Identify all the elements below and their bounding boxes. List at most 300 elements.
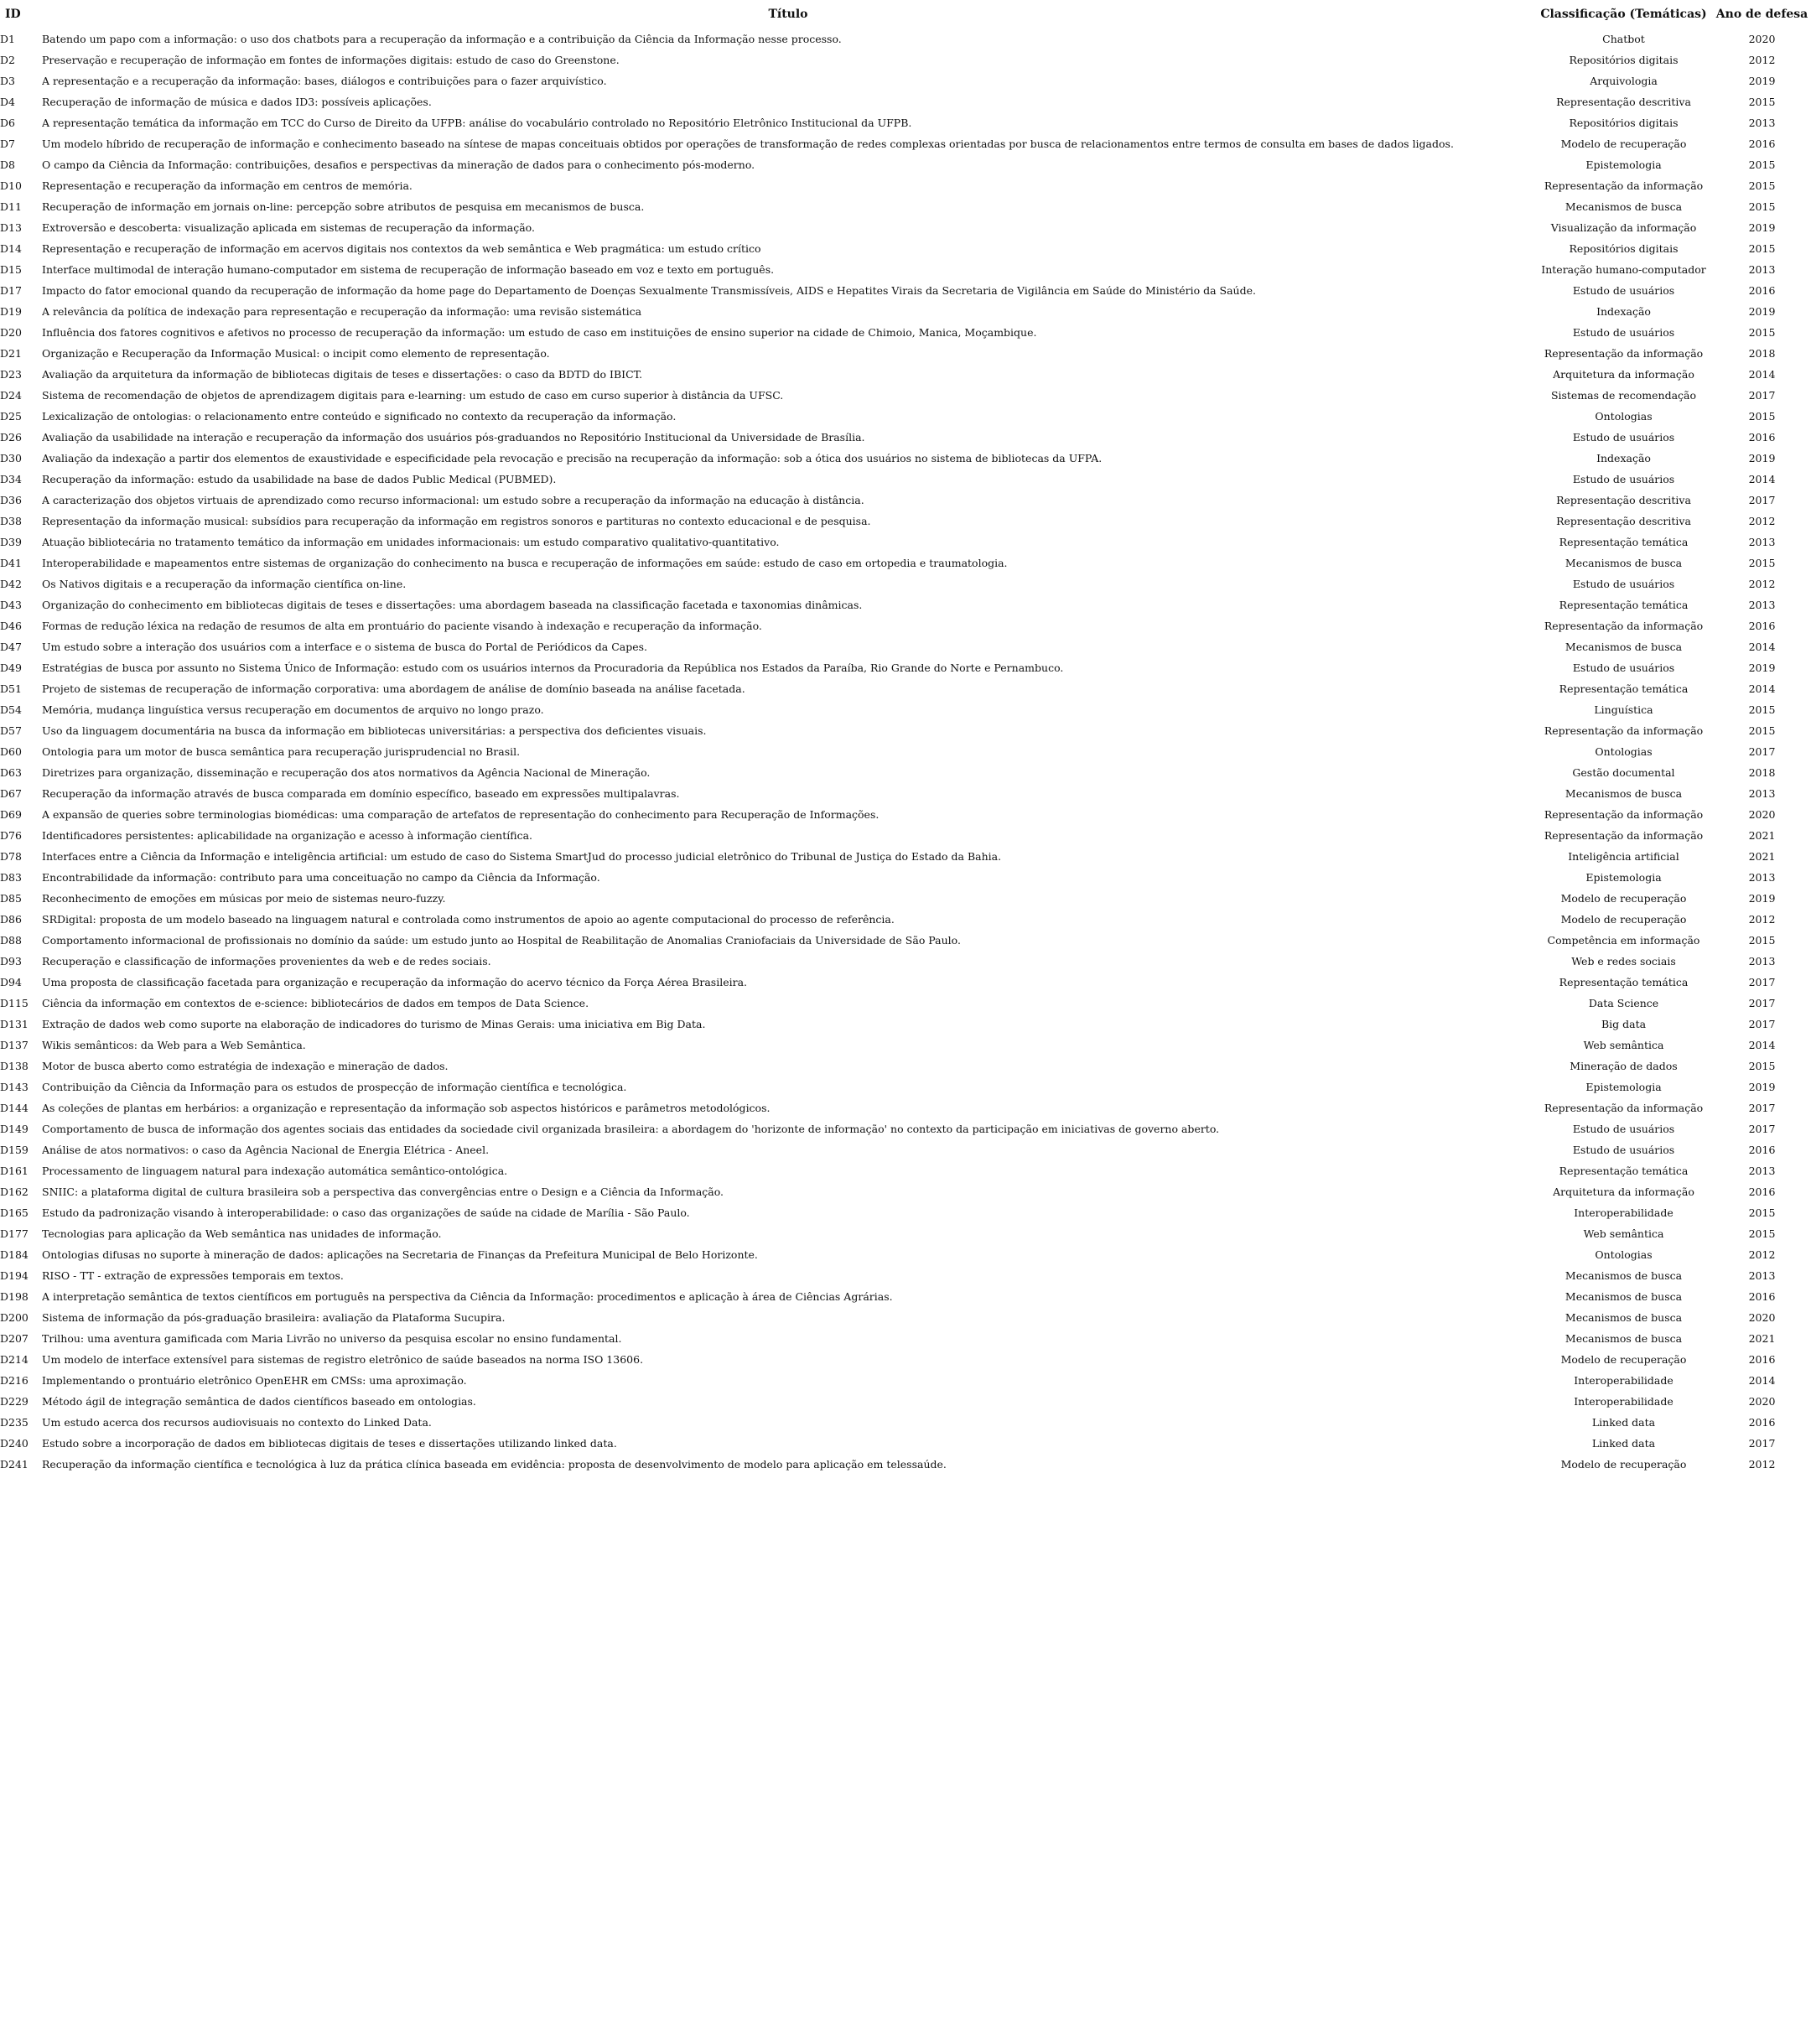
cell-id: D177 xyxy=(0,1227,29,1240)
cell-id: D241 xyxy=(0,1458,29,1471)
cell-title: Ontologias difusas no suporte à mineração de dados: aplicações na Secretaria de Finanças da Prefeitura Municipal de Belo Horizonte. xyxy=(42,1248,758,1261)
cell-title: Recuperação da informação científica e tecnológica à luz da prática clínica baseada em evidência: proposta de desenvolvimento de modelo para aplicação em telessaúde. xyxy=(42,1458,947,1471)
cell-title: Identificadores persistentes: aplicabilidade na organização e acesso à informação científica. xyxy=(42,829,533,842)
cell-title: Recuperação e classificação de informações provenientes da web e de redes sociais. xyxy=(42,955,491,968)
cell-id: D20 xyxy=(0,326,22,339)
cell-title: Projeto de sistemas de recuperação de informação corporativa: uma abordagem de análise de domínio baseada na análise facetada. xyxy=(42,682,745,695)
cell-year: 2015 xyxy=(1748,1206,1776,1219)
cell-id: D25 xyxy=(0,410,22,423)
cell-year: 2013 xyxy=(1748,536,1776,548)
cell-title: Contribuição da Ciência da Informação para os estudos de prospecção de informação científica e tecnológica. xyxy=(42,1081,627,1093)
table-row xyxy=(0,532,1811,553)
cell-title: Ontologia para um motor de busca semântica para recuperação jurisprudencial no Brasil. xyxy=(42,745,521,758)
cell-title: Interface multimodal de interação humano-computador em sistema de recuperação de informação baseado em voz e texto em português. xyxy=(42,263,775,276)
cell-id: D24 xyxy=(0,389,22,402)
cell-id: D46 xyxy=(0,620,22,632)
cell-classification: Mineração de dados xyxy=(1570,1060,1678,1072)
cell-id: D54 xyxy=(0,703,22,716)
cell-classification: Arquitetura da informação xyxy=(1553,1185,1694,1198)
cell-title: RISO - TT - extração de expressões temporais em textos. xyxy=(42,1269,344,1282)
cell-title: Preservação e recuperação de informação em fontes de informações digitais: estudo de caso do Greenstone. xyxy=(42,54,620,66)
cell-title: A representação temática da informação em TCC do Curso de Direito da UFPB: análise do vocabulário controlado no Repositório Eletrônico Institucional da UFPB. xyxy=(42,117,912,129)
cell-year: 2016 xyxy=(1748,137,1776,150)
cell-title: A expansão de queries sobre terminologias biomédicas: uma comparação de artefatos de representação do conhecimento para Recuperação de Informações. xyxy=(42,808,880,821)
cell-classification: Mecanismos de busca xyxy=(1565,1269,1683,1282)
table-header-row xyxy=(0,0,1811,29)
cell-year: 2017 xyxy=(1748,745,1776,758)
table-row xyxy=(0,951,1811,972)
cell-classification: Representação da informação xyxy=(1544,1102,1704,1114)
table-row xyxy=(0,29,1811,49)
cell-year: 2013 xyxy=(1748,871,1776,884)
cell-year: 2015 xyxy=(1748,1060,1776,1072)
cell-classification: Estudo de usuários xyxy=(1572,284,1675,297)
cell-year: 2015 xyxy=(1748,179,1776,192)
cell-classification: Estudo de usuários xyxy=(1572,326,1675,339)
cell-title: Comportamento de busca de informação dos agentes sociais das entidades da sociedade civil organizada brasileira: a abordagem do 'horizonte de informação' no contexto da participação em iniciativas de governo aberto. xyxy=(42,1123,1220,1135)
cell-id: D1 xyxy=(0,33,15,45)
cell-classification: Repositórios digitais xyxy=(1569,242,1679,255)
cell-classification: Modelo de recuperação xyxy=(1560,892,1687,905)
cell-title: Ciência da informação em contextos de e-science: bibliotecários de dados em tempos de Data Science. xyxy=(42,997,589,1009)
table-row xyxy=(0,930,1811,951)
cell-classification: Interação humano-computador xyxy=(1541,263,1706,276)
cell-title: Interoperabilidade e mapeamentos entre sistemas de organização do conhecimento na busca e recuperação de informações em saúde: estudo de caso em ortopedia e traumatologia. xyxy=(42,557,1008,569)
cell-title: Uso da linguagem documentária na busca da informação em bibliotecas universitárias: a perspectiva dos deficientes visuais. xyxy=(42,724,707,737)
table-row xyxy=(0,699,1811,720)
cell-classification: Competência em informação xyxy=(1547,934,1700,947)
cell-classification: Interoperabilidade xyxy=(1574,1395,1673,1408)
cell-year: 2021 xyxy=(1748,850,1776,863)
cell-year: 2019 xyxy=(1748,892,1776,905)
cell-classification: Representação temática xyxy=(1559,599,1689,611)
cell-year: 2020 xyxy=(1748,33,1776,45)
cell-year: 2017 xyxy=(1748,1102,1776,1114)
cell-title: Implementando o prontuário eletrônico OpenEHR em CMSs: uma aproximação. xyxy=(42,1374,467,1387)
cell-title: Diretrizes para organização, disseminação e recuperação dos atos normativos da Agência Nacional de Mineração. xyxy=(42,766,651,779)
cell-year: 2015 xyxy=(1748,703,1776,716)
cell-classification: Representação temática xyxy=(1559,536,1689,548)
cell-title: Sistema de informação da pós-graduação brasileira: avaliação da Plataforma Sucupira. xyxy=(42,1311,506,1324)
cell-title: Recuperação da informação: estudo da usabilidade na base de dados Public Medical (PUBMED). xyxy=(42,473,557,485)
cell-title: A relevância da política de indexação para representação e recuperação da informação: uma revisão sistemática xyxy=(42,305,642,318)
table-row xyxy=(0,49,1811,70)
cell-classification: Arquivologia xyxy=(1590,75,1658,87)
cell-id: D198 xyxy=(0,1290,29,1303)
cell-title: Encontrabilidade da informação: contributo para uma conceituação no campo da Ciência da Informação. xyxy=(42,871,600,884)
cell-classification: Indexação xyxy=(1596,452,1651,464)
cell-year: 2019 xyxy=(1748,452,1776,464)
table-row xyxy=(0,1035,1811,1056)
cell-year: 2017 xyxy=(1748,997,1776,1009)
cell-year: 2019 xyxy=(1748,305,1776,318)
cell-year: 2015 xyxy=(1748,1227,1776,1240)
cell-year: 2016 xyxy=(1748,1416,1776,1429)
cell-id: D7 xyxy=(0,137,15,150)
cell-title: As coleções de plantas em herbários: a organização e representação da informação sob aspectos históricos e parâmetros metodológicos. xyxy=(42,1102,771,1114)
cell-year: 2015 xyxy=(1748,96,1776,108)
cell-id: D115 xyxy=(0,997,29,1009)
cell-year: 2015 xyxy=(1748,724,1776,737)
cell-classification: Mecanismos de busca xyxy=(1565,641,1683,653)
table-row xyxy=(0,343,1811,364)
cell-year: 2019 xyxy=(1748,75,1776,87)
table-row xyxy=(0,448,1811,469)
cell-title: Trilhou: uma aventura gamificada com Maria Livrão no universo da pesquisa escolar no ensino fundamental. xyxy=(42,1332,622,1345)
cell-year: 2013 xyxy=(1748,599,1776,611)
table-body xyxy=(0,29,1811,1475)
cell-classification: Linguística xyxy=(1594,703,1653,716)
cell-classification: Linked data xyxy=(1591,1437,1656,1450)
cell-classification: Interoperabilidade xyxy=(1574,1206,1673,1219)
cell-year: 2012 xyxy=(1748,1248,1776,1261)
cell-id: D21 xyxy=(0,347,22,360)
cell-title: Estratégias de busca por assunto no Sistema Único de Informação: estudo com os usuários internos da Procuradoria da República nos Estados da Paraíba, Rio Grande do Norte e Pernambuco. xyxy=(42,661,1064,674)
cell-id: D184 xyxy=(0,1248,29,1261)
table-row xyxy=(0,553,1811,573)
table-row xyxy=(0,762,1811,783)
cell-title: Extração de dados web como suporte na elaboração de indicadores do turismo de Minas Gerais: uma iniciativa em Big Data. xyxy=(42,1018,706,1030)
table-row xyxy=(0,1223,1811,1244)
cell-classification: Representação da informação xyxy=(1544,620,1704,632)
table-row xyxy=(0,888,1811,909)
cell-title: Extroversão e descoberta: visualização aplicada em sistemas de recuperação da informação. xyxy=(42,221,535,234)
cell-year: 2013 xyxy=(1748,117,1776,129)
cell-classification: Estudo de usuários xyxy=(1572,1123,1675,1135)
cell-year: 2020 xyxy=(1748,1395,1776,1408)
cell-classification: Representação descritiva xyxy=(1556,515,1691,527)
cell-title: Avaliação da arquitetura da informação de bibliotecas digitais de teses e dissertações: o caso da BDTD do IBICT. xyxy=(42,368,643,381)
cell-id: D69 xyxy=(0,808,22,821)
cell-title: Wikis semânticos: da Web para a Web Semântica. xyxy=(42,1039,306,1051)
cell-year: 2017 xyxy=(1748,976,1776,988)
cell-title: Os Nativos digitais e a recuperação da informação científica on-line. xyxy=(42,578,407,590)
table-row xyxy=(0,846,1811,867)
cell-id: D83 xyxy=(0,871,22,884)
cell-year: 2021 xyxy=(1748,1332,1776,1345)
cell-classification: Representação da informação xyxy=(1544,347,1704,360)
cell-title: Um modelo de interface extensível para sistemas de registro eletrônico de saúde baseados na norma ISO 13606. xyxy=(42,1353,644,1366)
cell-title: Representação e recuperação de informação em acervos digitais nos contextos da web semântica e Web pragmática: um estudo crítico xyxy=(42,242,761,255)
cell-id: D34 xyxy=(0,473,22,485)
cell-id: D26 xyxy=(0,431,22,444)
cell-year: 2015 xyxy=(1748,200,1776,213)
cell-title: Recuperação de informação de música e dados ID3: possíveis aplicações. xyxy=(42,96,432,108)
table-row xyxy=(0,741,1811,762)
cell-title: Recuperação da informação através de busca comparada em domínio específico, baseado em expressões multipalavras. xyxy=(42,787,680,800)
cell-title: Processamento de linguagem natural para indexação automática semântico-ontológica. xyxy=(42,1165,508,1177)
cell-year: 2016 xyxy=(1748,431,1776,444)
cell-year: 2019 xyxy=(1748,221,1776,234)
cell-title: A representação e a recuperação da informação: bases, diálogos e contribuições para o fazer arquivístico. xyxy=(42,75,607,87)
cell-year: 2015 xyxy=(1748,158,1776,171)
table-row xyxy=(0,154,1811,175)
cell-year: 2016 xyxy=(1748,620,1776,632)
cell-year: 2015 xyxy=(1748,934,1776,947)
cell-classification: Modelo de recuperação xyxy=(1560,1458,1687,1471)
cell-title: SRDigital: proposta de um modelo baseado na linguagem natural e controlada como instrumentos de apoio ao agente computacional do processo de referência. xyxy=(42,913,895,926)
cell-year: 2014 xyxy=(1748,1039,1776,1051)
cell-classification: Mecanismos de busca xyxy=(1565,557,1683,569)
cell-id: D15 xyxy=(0,263,22,276)
header-id: ID xyxy=(5,8,21,21)
cell-classification: Linked data xyxy=(1591,1416,1656,1429)
cell-id: D143 xyxy=(0,1081,29,1093)
cell-year: 2015 xyxy=(1748,242,1776,255)
cell-id: D10 xyxy=(0,179,22,192)
cell-id: D162 xyxy=(0,1185,29,1198)
cell-classification: Gestão documental xyxy=(1572,766,1675,779)
cell-classification: Mecanismos de busca xyxy=(1565,1290,1683,1303)
cell-year: 2018 xyxy=(1748,766,1776,779)
cell-title: O campo da Ciência da Informação: contribuições, desafios e perspectivas da mineração de dados para o conhecimento pós-moderno. xyxy=(42,158,755,171)
table-row xyxy=(0,322,1811,343)
cell-id: D240 xyxy=(0,1437,29,1450)
table-row xyxy=(0,133,1811,154)
cell-id: D93 xyxy=(0,955,22,968)
cell-id: D229 xyxy=(0,1395,29,1408)
cell-id: D78 xyxy=(0,850,22,863)
cell-id: D8 xyxy=(0,158,15,171)
cell-title: Comportamento informacional de profissionais no domínio da saúde: um estudo junto ao Hospital de Reabilitação de Anomalias Craniofaciais da Universidade de São Paulo. xyxy=(42,934,961,947)
cell-year: 2015 xyxy=(1748,326,1776,339)
cell-classification: Estudo de usuários xyxy=(1572,431,1675,444)
table-row xyxy=(0,112,1811,133)
cell-year: 2013 xyxy=(1748,1165,1776,1177)
cell-classification: Estudo de usuários xyxy=(1572,661,1675,674)
cell-id: D63 xyxy=(0,766,22,779)
cell-classification: Web semântica xyxy=(1583,1227,1664,1240)
cell-classification: Mecanismos de busca xyxy=(1565,200,1683,213)
cell-id: D94 xyxy=(0,976,22,988)
cell-id: D214 xyxy=(0,1353,29,1366)
cell-classification: Indexação xyxy=(1596,305,1651,318)
cell-id: D19 xyxy=(0,305,22,318)
cell-id: D159 xyxy=(0,1144,29,1156)
table-row xyxy=(0,1139,1811,1160)
cell-classification: Estudo de usuários xyxy=(1572,1144,1675,1156)
table-row xyxy=(0,1286,1811,1307)
cell-id: D41 xyxy=(0,557,22,569)
cell-id: D144 xyxy=(0,1102,29,1114)
cell-classification: Inteligência artificial xyxy=(1568,850,1679,863)
cell-id: D38 xyxy=(0,515,22,527)
cell-title: Organização do conhecimento em bibliotecas digitais de teses e dissertações: uma abordagem baseada na classificação facetada e taxonomias dinâmicas. xyxy=(42,599,863,611)
table-row xyxy=(0,1328,1811,1349)
cell-year: 2019 xyxy=(1748,661,1776,674)
table-row xyxy=(0,573,1811,594)
cell-title: Um estudo acerca dos recursos audiovisuais no contexto do Linked Data. xyxy=(42,1416,432,1429)
table-row xyxy=(0,1244,1811,1265)
cell-title: Estudo sobre a incorporação de dados em bibliotecas digitais de teses e dissertações utilizando linked data. xyxy=(42,1437,617,1450)
cell-title: Impacto do fator emocional quando da recuperação de informação da home page do Departamento de Doenças Sexualmente Transmissíveis, AIDS e Hepatites Virais da Secretaria de Vigilância em Saúde do Ministério da Saúde. xyxy=(42,284,1256,297)
cell-id: D11 xyxy=(0,200,22,213)
cell-id: D76 xyxy=(0,829,22,842)
table-row xyxy=(0,1370,1811,1391)
table-row xyxy=(0,657,1811,678)
table-row xyxy=(0,364,1811,385)
cell-year: 2014 xyxy=(1748,368,1776,381)
cell-title: A caracterização dos objetos virtuais de aprendizado como recurso informacional: um estudo sobre a recuperação da informação na educação à distância. xyxy=(42,494,864,506)
cell-classification: Repositórios digitais xyxy=(1569,117,1679,129)
cell-classification: Modelo de recuperação xyxy=(1560,913,1687,926)
cell-year: 2017 xyxy=(1748,389,1776,402)
cell-id: D14 xyxy=(0,242,22,255)
cell-id: D4 xyxy=(0,96,15,108)
table-row xyxy=(0,804,1811,825)
table-row xyxy=(0,972,1811,993)
cell-classification: Representação temática xyxy=(1559,1165,1689,1177)
cell-title: Sistema de recomendação de objetos de aprendizagem digitais para e-learning: um estudo de caso em curso superior à distância da UFSC. xyxy=(42,389,784,402)
cell-id: D49 xyxy=(0,661,22,674)
table-row xyxy=(0,1265,1811,1286)
cell-classification: Estudo de usuários xyxy=(1572,473,1675,485)
cell-year: 2015 xyxy=(1748,410,1776,423)
cell-year: 2020 xyxy=(1748,1311,1776,1324)
cell-title: Organização e Recuperação da Informação Musical: o incipit como elemento de representação. xyxy=(42,347,550,360)
cell-title: Avaliação da indexação a partir dos elementos de exaustividade e especificidade pela revocação e precisão na recuperação da informação: sob a ótica dos usuários no sistema de bibliotecas da UFPA. xyxy=(42,452,1103,464)
table-row xyxy=(0,1097,1811,1118)
cell-id: D86 xyxy=(0,913,22,926)
cell-year: 2016 xyxy=(1748,1353,1776,1366)
cell-id: D23 xyxy=(0,368,22,381)
cell-year: 2014 xyxy=(1748,1374,1776,1387)
cell-classification: Mecanismos de busca xyxy=(1565,1311,1683,1324)
table-row xyxy=(0,1433,1811,1454)
cell-classification: Representação descritiva xyxy=(1556,494,1691,506)
cell-year: 2016 xyxy=(1748,1185,1776,1198)
cell-classification: Representação temática xyxy=(1559,682,1689,695)
cell-classification: Modelo de recuperação xyxy=(1560,137,1687,150)
cell-id: D216 xyxy=(0,1374,29,1387)
cell-classification: Estudo de usuários xyxy=(1572,578,1675,590)
cell-year: 2021 xyxy=(1748,829,1776,842)
cell-id: D67 xyxy=(0,787,22,800)
cell-id: D194 xyxy=(0,1269,29,1282)
cell-classification: Epistemologia xyxy=(1585,871,1662,884)
table-row xyxy=(0,636,1811,657)
cell-id: D30 xyxy=(0,452,22,464)
cell-classification: Repositórios digitais xyxy=(1569,54,1679,66)
cell-classification: Modelo de recuperação xyxy=(1560,1353,1687,1366)
header-classification: Classificação (Temáticas) xyxy=(1540,8,1707,21)
table-row xyxy=(0,825,1811,846)
cell-classification: Representação da informação xyxy=(1544,179,1704,192)
cell-classification: Big data xyxy=(1601,1018,1647,1030)
cell-title: Batendo um papo com a informação: o uso dos chatbots para a recuperação da informação e a contribuição da Ciência da Informação nesse processo. xyxy=(42,33,842,45)
table-row xyxy=(0,427,1811,448)
cell-id: D200 xyxy=(0,1311,29,1324)
cell-year: 2015 xyxy=(1748,557,1776,569)
cell-id: D2 xyxy=(0,54,15,66)
cell-year: 2012 xyxy=(1748,54,1776,66)
cell-classification: Data Science xyxy=(1588,997,1659,1009)
cell-year: 2018 xyxy=(1748,347,1776,360)
cell-classification: Representação temática xyxy=(1559,976,1689,988)
table-row xyxy=(0,406,1811,427)
cell-classification: Mecanismos de busca xyxy=(1565,1332,1683,1345)
cell-classification: Representação da informação xyxy=(1544,808,1704,821)
cell-title: Método ágil de integração semântica de dados científicos baseado em ontologias. xyxy=(42,1395,476,1408)
cell-title: Um estudo sobre a interação dos usuários com a interface e o sistema de busca do Portal de Periódicos da Capes. xyxy=(42,641,648,653)
cell-year: 2017 xyxy=(1748,494,1776,506)
table-row xyxy=(0,385,1811,406)
cell-classification: Epistemologia xyxy=(1585,158,1662,171)
cell-classification: Visualização da informação xyxy=(1550,221,1697,234)
table-row xyxy=(0,720,1811,741)
table-row xyxy=(0,909,1811,930)
cell-title: Avaliação da usabilidade na interação e recuperação da informação dos usuários pós-graduandos no Repositório Institucional da Universidade de Brasília. xyxy=(42,431,865,444)
table-row xyxy=(0,469,1811,490)
table-row xyxy=(0,1349,1811,1370)
cell-id: D207 xyxy=(0,1332,29,1345)
cell-classification: Arquitetura da informação xyxy=(1553,368,1694,381)
cell-year: 2019 xyxy=(1748,1081,1776,1093)
cell-title: Motor de busca aberto como estratégia de indexação e mineração de dados. xyxy=(42,1060,449,1072)
cell-classification: Web semântica xyxy=(1583,1039,1664,1051)
cell-classification: Ontologias xyxy=(1595,410,1653,423)
table-row xyxy=(0,1181,1811,1202)
cell-title: Interfaces entre a Ciência da Informação e inteligência artificial: um estudo de caso do Sistema SmartJud do processo judicial eletrônico do Tribunal de Justiça do Estado da Bahia. xyxy=(42,850,1002,863)
cell-classification: Sistemas de recomendação xyxy=(1550,389,1697,402)
cell-year: 2012 xyxy=(1748,1458,1776,1471)
cell-id: D137 xyxy=(0,1039,29,1051)
table-row xyxy=(0,1056,1811,1076)
cell-id: D47 xyxy=(0,641,22,653)
cell-year: 2016 xyxy=(1748,1290,1776,1303)
cell-id: D51 xyxy=(0,682,22,695)
cell-title: Atuação bibliotecária no tratamento temático da informação em unidades informacionais: um estudo comparativo qualitativo-quantitativo. xyxy=(42,536,780,548)
cell-id: D57 xyxy=(0,724,22,737)
cell-year: 2014 xyxy=(1748,473,1776,485)
cell-id: D6 xyxy=(0,117,15,129)
cell-year: 2017 xyxy=(1748,1018,1776,1030)
cell-id: D149 xyxy=(0,1123,29,1135)
cell-id: D88 xyxy=(0,934,22,947)
cell-id: D43 xyxy=(0,599,22,611)
cell-year: 2013 xyxy=(1748,787,1776,800)
cell-year: 2013 xyxy=(1748,955,1776,968)
cell-id: D131 xyxy=(0,1018,29,1030)
cell-year: 2014 xyxy=(1748,641,1776,653)
cell-classification: Ontologias xyxy=(1595,745,1653,758)
header-title: Título xyxy=(768,8,808,21)
cell-title: Uma proposta de classificação facetada para organização e recuperação da informação do acervo técnico da Força Aérea Brasileira. xyxy=(42,976,748,988)
table-row xyxy=(0,217,1811,238)
cell-classification: Mecanismos de busca xyxy=(1565,787,1683,800)
header-year: Ano de defesa xyxy=(1715,8,1808,21)
cell-title: Estudo da padronização visando à interoperabilidade: o caso das organizações de saúde na cidade de Marília - São Paulo. xyxy=(42,1206,690,1219)
cell-classification: Interoperabilidade xyxy=(1574,1374,1673,1387)
table-row xyxy=(0,238,1811,259)
cell-id: D39 xyxy=(0,536,22,548)
cell-classification: Web e redes sociais xyxy=(1571,955,1676,968)
cell-classification: Representação da informação xyxy=(1544,829,1704,842)
cell-year: 2017 xyxy=(1748,1437,1776,1450)
cell-id: D235 xyxy=(0,1416,29,1429)
cell-year: 2016 xyxy=(1748,1144,1776,1156)
table-row xyxy=(0,511,1811,532)
table-row xyxy=(0,1118,1811,1139)
cell-title: A interpretação semântica de textos científicos em português na perspectiva da Ciência da Informação: procedimentos e aplicação à área de Ciências Agrárias. xyxy=(42,1290,893,1303)
table-row xyxy=(0,175,1811,196)
table-row xyxy=(0,1160,1811,1181)
cell-title: Formas de redução léxica na redação de resumos de alta em prontuário do paciente visando à indexação e recuperação da informação. xyxy=(42,620,762,632)
table-row xyxy=(0,1202,1811,1223)
cell-title: Memória, mudança linguística versus recuperação em documentos de arquivo no longo prazo. xyxy=(42,703,544,716)
cell-id: D85 xyxy=(0,892,22,905)
cell-title: Análise de atos normativos: o caso da Agência Nacional de Energia Elétrica - Aneel. xyxy=(42,1144,490,1156)
